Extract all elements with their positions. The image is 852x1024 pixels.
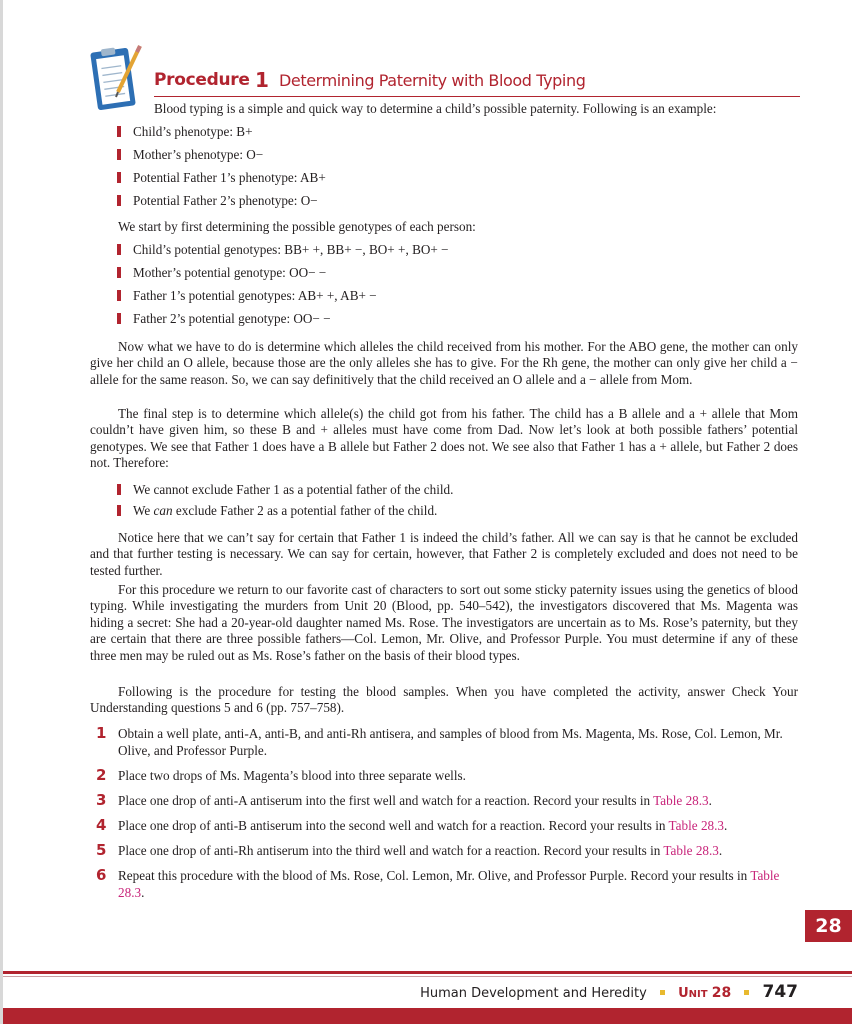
bullet-mark bbox=[117, 126, 121, 137]
step-number: 3 bbox=[96, 791, 107, 809]
paragraph-mother-alleles: Now what we have to do is determine which alleles the child received from his mother. For the ABO gene, the mother can only give her child an O allele, because those are the only alleles she has to give. For the Rh gene, the mother can only give her child a − allele for the same reason. So, we can say definitively that the child received an O allele and a − allele from Mom. bbox=[90, 339, 798, 387]
page-number: 747 bbox=[762, 982, 798, 1002]
footer-unit-label: UNIT bbox=[678, 986, 708, 1001]
step-number: 2 bbox=[96, 766, 107, 784]
footer-unit-number: 28 bbox=[711, 985, 732, 1001]
footer-divider-thin bbox=[3, 976, 852, 977]
list-item: Father 1’s potential genotypes: AB+ +, AB+ − bbox=[117, 287, 377, 304]
table-reference-link[interactable]: Table 28.3 bbox=[663, 843, 719, 858]
paragraph-father-alleles: The final step is to determine which allele(s) the child got from his father. The child has a B allele and a + allele that Mom couldn’t have given him, so these B and + alleles must have come from Dad. Now let’s look at both possible fathers’ potential genotypes. We see that Father 1 does have a B allele but Father 2 does not. We see also that Father 1 has a + allele, but Father 2 does not. Therefore: bbox=[90, 406, 798, 471]
step-text: Place one drop of anti-B antiserum into the second well and watch for a reaction. Record your results in Table 28.3. bbox=[118, 818, 728, 833]
table-reference-link[interactable]: Table 28.3 bbox=[653, 793, 709, 808]
footer-dot-icon bbox=[660, 990, 665, 995]
footer-bar bbox=[3, 1008, 852, 1024]
procedure-intro: Blood typing is a simple and quick way to determine a child’s possible paternity. Following is an example: bbox=[154, 101, 717, 116]
step-number: 5 bbox=[96, 841, 107, 859]
chapter-tab: 28 bbox=[805, 910, 852, 942]
step-text: Obtain a well plate, anti-A, anti-B, and anti-Rh antisera, and samples of blood from Ms. Magenta, Ms. Rose, Col. Lemon, Mr. Olive, and Professor Purple. bbox=[118, 726, 783, 758]
list-item: We can exclude Father 2 as a potential father of the child. bbox=[117, 502, 437, 519]
footer-divider bbox=[3, 971, 852, 974]
footer-dot-icon bbox=[744, 990, 749, 995]
bullet-mark bbox=[117, 172, 121, 183]
bullet-mark bbox=[117, 505, 121, 516]
list-item: Potential Father 1’s phenotype: AB+ bbox=[117, 169, 326, 186]
list-item: Potential Father 2’s phenotype: O− bbox=[117, 192, 318, 209]
procedure-title: Determining Paternity with Blood Typing bbox=[279, 71, 586, 90]
paragraph-cast: For this procedure we return to our favorite cast of characters to sort out some sticky paternity issues using the genetics of blood typing. While investigating the murders from Unit 20 (Blood, pp. 540–542), the investigators discovered that Ms. Magenta was hiding a secret: She had a 20-year-old daughter named Ms. Rose. The investigators are uncertain as to Ms. Rose’s paternity, but they are certain that there are three possible fathers—Col. Lemon, Mr. Olive, and Professor Purple. You must determine if any of these three men may be ruled out as Ms. Rose’s father on the basis of their blood types. bbox=[90, 582, 798, 663]
bullet-mark bbox=[117, 313, 121, 324]
step-number: 6 bbox=[96, 866, 107, 884]
step-text: Place one drop of anti-Rh antiserum into the third well and watch for a reaction. Record your results in Table 28.3. bbox=[118, 843, 723, 858]
procedure-header bbox=[154, 70, 800, 97]
procedure-number: 1 bbox=[255, 68, 269, 92]
clipboard-icon bbox=[88, 40, 150, 120]
procedure-label: Procedure bbox=[154, 70, 250, 90]
step-number: 4 bbox=[96, 816, 107, 834]
list-item: Mother’s potential genotype: OO− − bbox=[117, 264, 326, 281]
table-reference-link[interactable]: Table 28.3 bbox=[118, 868, 780, 900]
step-text: Place two drops of Ms. Magenta’s blood into three separate wells. bbox=[118, 768, 466, 783]
step-text: Repeat this procedure with the blood of Ms. Rose, Col. Lemon, Mr. Olive, and Professor Purple. Record your results in Table 28.3. bbox=[118, 868, 780, 900]
bullet-mark bbox=[117, 267, 121, 278]
step-text: Place one drop of anti-A antiserum into the first well and watch for a reaction. Record your results in Table 28.3. bbox=[118, 793, 712, 808]
page-footer bbox=[420, 982, 798, 1002]
page-edge bbox=[0, 0, 3, 1024]
bullet-mark bbox=[117, 149, 121, 160]
paragraph-procedure-intro: Following is the procedure for testing the blood samples. When you have completed the activity, answer Check Your Understanding questions 5 and 6 (pp. 757–758). bbox=[90, 684, 798, 716]
bullet-mark bbox=[117, 290, 121, 301]
list-item: Child’s potential genotypes: BB+ +, BB+ −, BO+ +, BO+ − bbox=[117, 241, 449, 258]
footer-title: Human Development and Heredity bbox=[420, 986, 647, 1001]
bullet-mark bbox=[117, 484, 121, 495]
list-item: Father 2’s potential genotype: OO− − bbox=[117, 310, 331, 327]
list-item: We cannot exclude Father 1 as a potential father of the child. bbox=[117, 481, 453, 498]
bullet-mark bbox=[117, 244, 121, 255]
paragraph-notice: Notice here that we can’t say for certain that Father 1 is indeed the child’s father. All we can say is that he cannot be excluded and that further testing is necessary. We can say for certain, however, that Father 2 is completely excluded and does not need to be tested further. bbox=[90, 530, 798, 578]
list-item: Child’s phenotype: B+ bbox=[117, 123, 253, 140]
step-number: 1 bbox=[96, 724, 107, 742]
genotype-intro: We start by first determining the possible genotypes of each person: bbox=[118, 219, 476, 234]
list-item: Mother’s phenotype: O− bbox=[117, 146, 263, 163]
bullet-mark bbox=[117, 195, 121, 206]
table-reference-link[interactable]: Table 28.3 bbox=[668, 818, 725, 833]
